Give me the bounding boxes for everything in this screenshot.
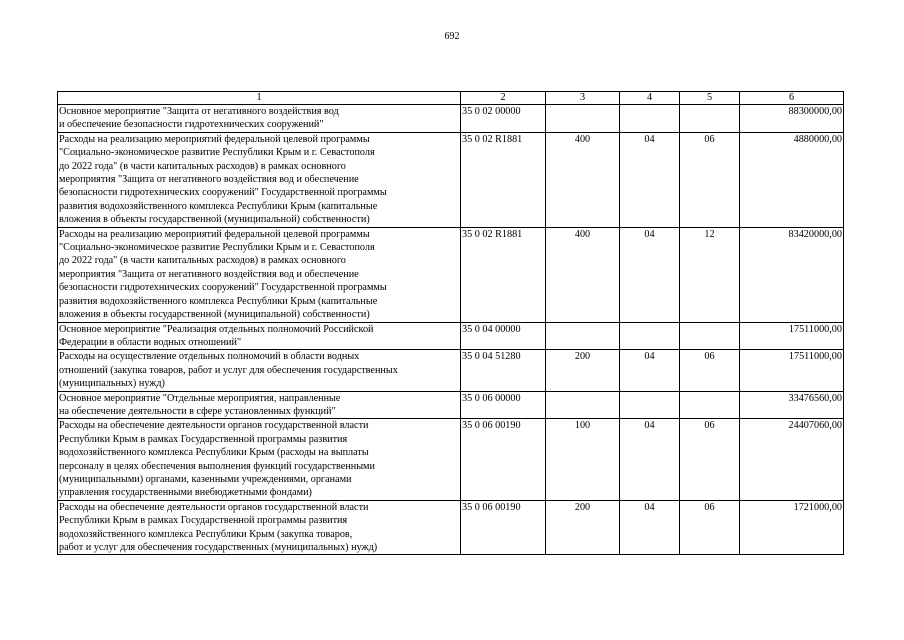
row-name: Расходы на осуществление отдельных полномочий в области водных отношений (закупка товаров, работ и услуг для обеспечения государственных (муниципальных) нужд) [58,350,461,391]
table-row [58,322,844,350]
row-amount: 17511000,00 [740,322,844,350]
row-code: 35 0 06 00190 [461,419,546,500]
column-header-2: 2 [461,92,546,105]
row-amount: 24407060,00 [740,419,844,500]
row-col3: 400 [546,132,620,227]
row-code: 35 0 02 R1881 [461,227,546,322]
row-col3: 200 [546,350,620,391]
row-code: 35 0 02 R1881 [461,132,546,227]
row-amount: 33476560,00 [740,391,844,419]
row-name: Расходы на реализацию мероприятий федеральной целевой программы "Социально-экономическое развитие Республики Крым и г. Севастополя до 2022 года" (в части капитальных расходов) в рамках основного мероприятия "Защита от негативного воздействия вод и обеспечение безопасности гидротехнических сооружений" Государственной программы развития водохозяйственного комплекса Республики Крым (капитальные вложения в объекты государственной (муниципальной) собственности) [58,227,461,322]
row-col3: 400 [546,227,620,322]
row-col4: 04 [620,500,680,555]
row-col3 [546,105,620,133]
column-header-5: 5 [680,92,740,105]
row-col5: 12 [680,227,740,322]
row-col5: 06 [680,500,740,555]
row-code: 35 0 02 00000 [461,105,546,133]
column-header-1: 1 [58,92,461,105]
row-col5: 06 [680,132,740,227]
table-header-row [58,92,844,105]
row-name: Расходы на обеспечение деятельности органов государственной власти Республики Крым в рамках Государственной программы развития водохозяйственного комплекса Республики Крым (закупка товаров, работ и услуг для обеспечения государственных (муниципальных) нужд) [58,500,461,555]
row-col4 [620,105,680,133]
row-col4: 04 [620,227,680,322]
row-col3: 100 [546,419,620,500]
row-col4: 04 [620,419,680,500]
row-name: Основное мероприятие "Защита от негативного воздействия вод и обеспечение безопасности гидротехнических сооружений" [58,105,461,133]
row-code: 35 0 06 00000 [461,391,546,419]
row-col4: 04 [620,132,680,227]
row-col5 [680,322,740,350]
budget-table [57,91,844,555]
row-col3 [546,322,620,350]
column-header-6: 6 [740,92,844,105]
row-name: Основное мероприятие "Реализация отдельных полномочий Российской Федерации в области водных отношений" [58,322,461,350]
row-col4: 04 [620,350,680,391]
row-amount: 17511000,00 [740,350,844,391]
row-col5: 06 [680,419,740,500]
row-col4 [620,391,680,419]
row-amount: 4880000,00 [740,132,844,227]
row-name: Расходы на реализацию мероприятий федеральной целевой программы "Социально-экономическое развитие Республики Крым и г. Севастополя до 2022 года" (в части капитальных расходов) в рамках основного мероприятия "Защита от негативного воздействия вод и обеспечение безопасности гидротехнических сооружений" Государственной программы развития водохозяйственного комплекса Республики Крым (капитальные вложения в объекты государственной (муниципальной) собственности) [58,132,461,227]
row-code: 35 0 04 51280 [461,350,546,391]
row-col5 [680,391,740,419]
row-name: Основное мероприятие "Отдельные мероприятия, направленные на обеспечение деятельности в сфере установленных функций" [58,391,461,419]
row-col5: 06 [680,350,740,391]
column-header-4: 4 [620,92,680,105]
row-col5 [680,105,740,133]
row-col3 [546,391,620,419]
row-col3: 200 [546,500,620,555]
table-row [58,105,844,133]
row-amount: 1721000,00 [740,500,844,555]
row-code: 35 0 06 00190 [461,500,546,555]
table-row [58,500,844,555]
row-name: Расходы на обеспечение деятельности органов государственной власти Республики Крым в рамках Государственной программы развития водохозяйственного комплекса Республики Крым (расходы на выплаты персоналу в целях обеспечения выполнения функций государственными (муниципальными) органами, казенными учреждениями, органами управления государственными внебюджетными фондами) [58,419,461,500]
table-row [58,350,844,391]
row-code: 35 0 04 00000 [461,322,546,350]
table-row [58,419,844,500]
row-col4 [620,322,680,350]
table-row [58,132,844,227]
table-row [58,227,844,322]
row-amount: 88300000,00 [740,105,844,133]
table-row [58,391,844,419]
page-number: 692 [444,31,460,42]
column-header-3: 3 [546,92,620,105]
row-amount: 83420000,00 [740,227,844,322]
